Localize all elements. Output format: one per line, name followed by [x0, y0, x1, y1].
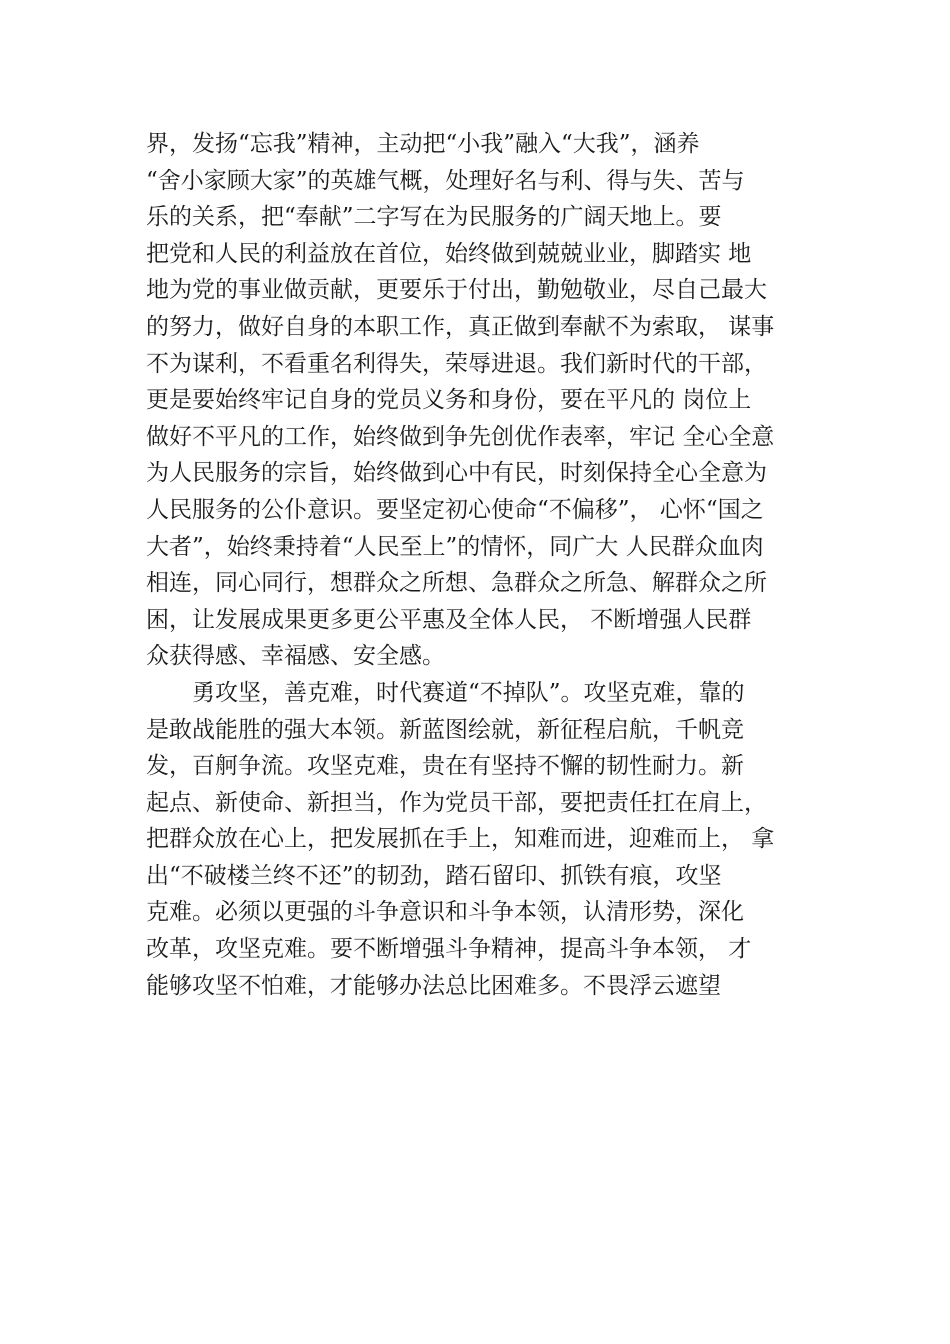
text-line: 起点、新使命、新担当，作为党员干部，要把责任扛在肩上，	[146, 789, 767, 816]
text-line: 是敢战能胜的强大本领。新蓝图绘就，新征程启航，千帆竞	[146, 716, 744, 743]
text-line-indented: 勇攻坚，善克难，时代赛道“不掉队”。攻坚克难，靠的	[192, 679, 745, 706]
text-line: 不为谋利，不看重名利得失，荣辱进退。我们新时代的干部，	[146, 350, 767, 377]
paragraph-2	[146, 675, 846, 1004]
text-line: 能够攻坚不怕难，才能够办法总比困难多。不畏浮云遮望	[146, 972, 721, 999]
paragraph-1	[146, 126, 846, 675]
text-line: 做好不平凡的工作，始终做到争先创优作表率，牢记 全心全意	[146, 423, 775, 450]
text-line: 把群众放在心上，把发展抓在手上，知难而进，迎难而上， 拿	[146, 826, 775, 853]
text-line: 界，发扬“忘我”精神，主动把“小我”融入“大我”，涵养	[146, 131, 700, 157]
text-line: 乐的关系，把“奉献”二字写在为民服务的广阔天地上。要	[146, 204, 722, 231]
text-line: 把党和人民的利益放在首位，始终做到兢兢业业，脚踏实 地	[146, 240, 752, 267]
text-line: 困，让发展成果更多更公平惠及全体人民， 不断增强人民群	[146, 606, 752, 633]
text-line: 改革，攻坚克难。要不断增强斗争精神，提高斗争本领， 才	[146, 936, 752, 963]
text-line: 人民服务的公仆意识。要坚定初心使命“不偏移”， 心怀“国之	[146, 496, 764, 523]
text-line: “舍小家顾大家”的英雄气概，处理好名与利、得与失、苦与	[146, 167, 745, 194]
text-line: 出“不破楼兰终不还”的韧劲，踏石留印、抓铁有痕，攻坚	[146, 862, 722, 889]
text-line: 克难。必须以更强的斗争意识和斗争本领，认清形势，深化	[146, 899, 744, 926]
text-line: 众获得感、幸福感、安全感。	[146, 643, 445, 670]
text-line: 发，百舸争流。攻坚克难，贵在有坚持不懈的韧性耐力。新	[146, 753, 744, 780]
text-line: 的努力，做好自身的本职工作，真正做到奉献不为索取， 谋事	[146, 313, 775, 340]
body-text	[146, 126, 846, 1004]
text-line: 为人民服务的宗旨，始终做到心中有民，时刻保持全心全意为	[146, 460, 767, 487]
text-line: 更是要始终牢记自身的党员义务和身份，要在平凡的 岗位上	[146, 387, 752, 414]
text-line: 相连，同心同行，想群众之所想、急群众之所急、解群众之所	[146, 570, 767, 597]
text-line: 地为党的事业做贡献，更要乐于付出，勤勉敬业，尽自己最大	[146, 277, 767, 304]
text-line: 大者”，始终秉持着“人民至上”的情怀，同广大 人民群众血肉	[146, 533, 764, 560]
